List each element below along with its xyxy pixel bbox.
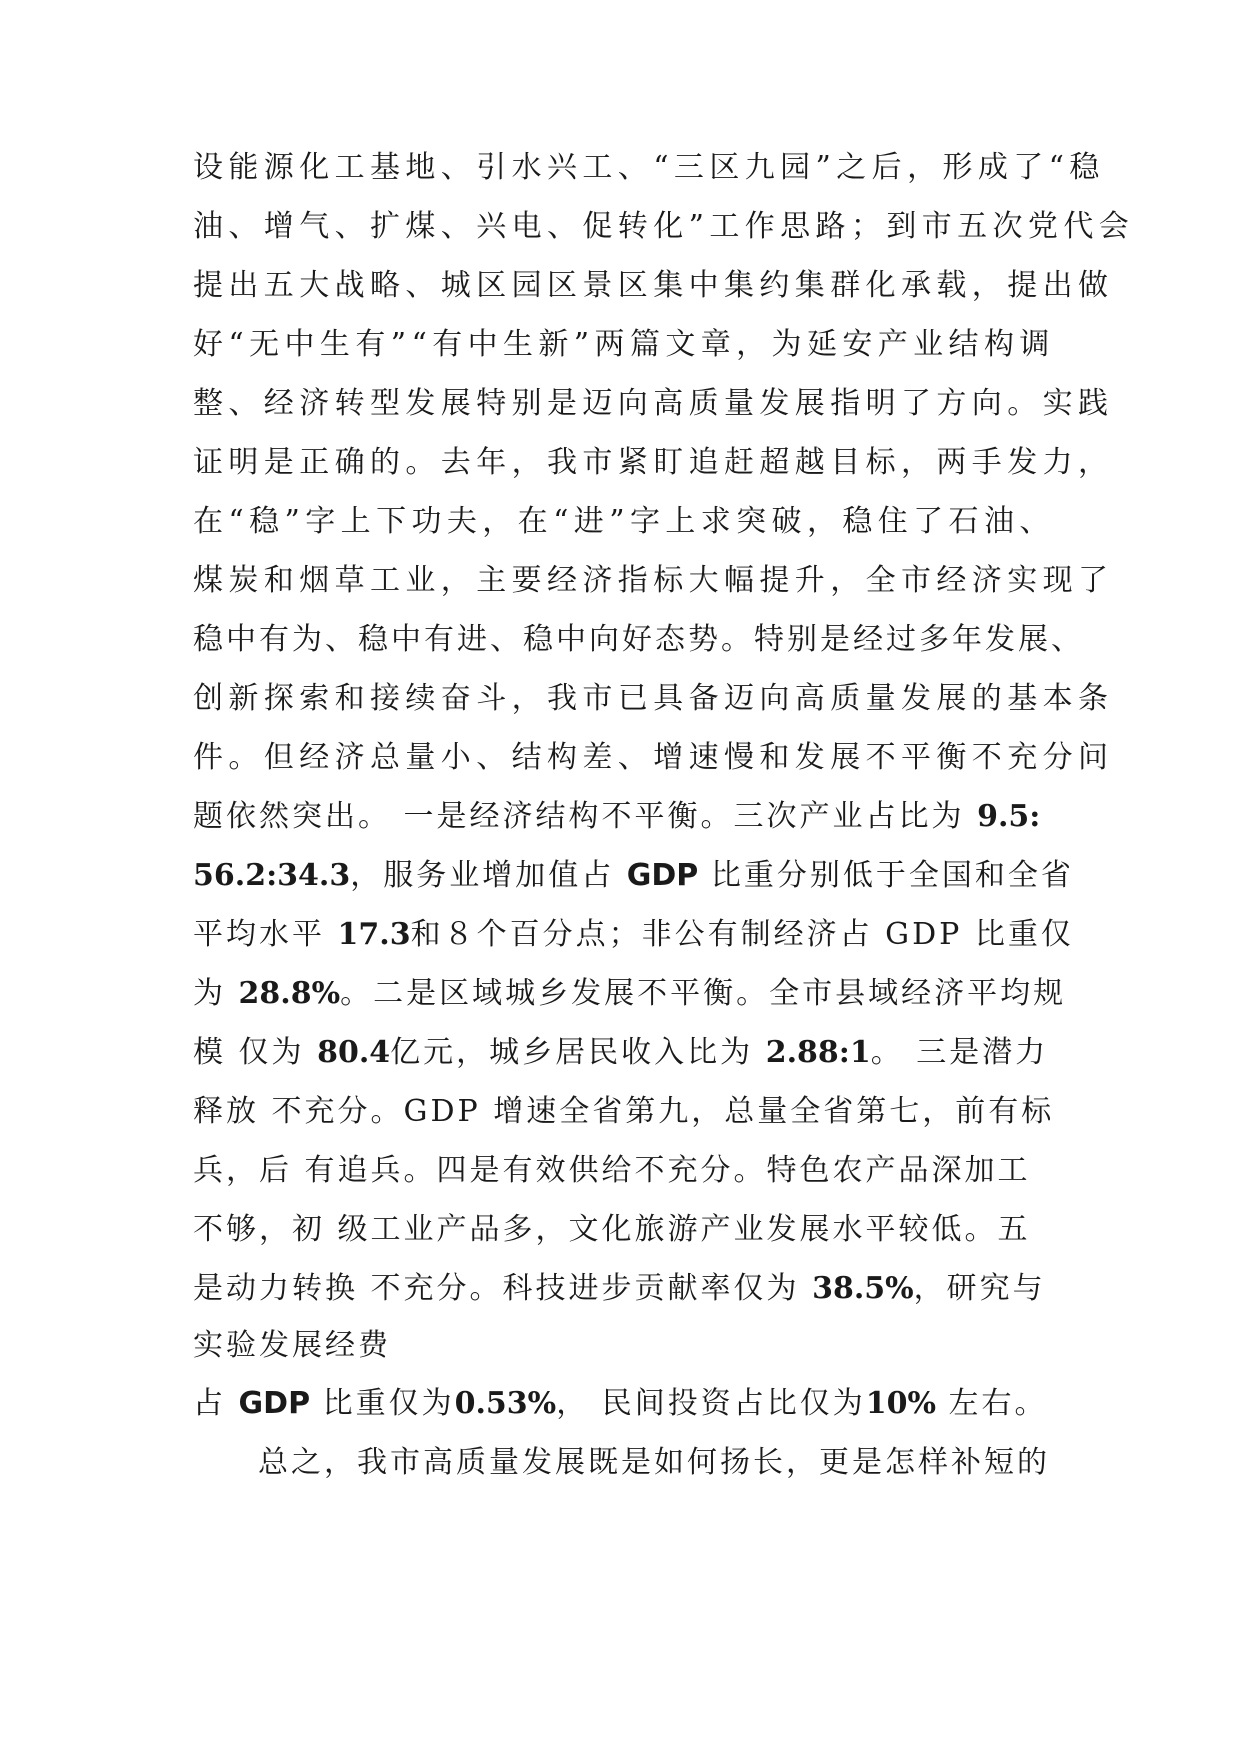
figure-number: 0.53% xyxy=(454,1386,557,1421)
figure-number: 17.3 xyxy=(337,917,411,952)
figure-number: 80.4 xyxy=(317,1035,391,1070)
text-run: 模 仅为 xyxy=(193,1035,318,1070)
text-run: 亿元，城乡居民收入比为 xyxy=(390,1035,766,1070)
text-line: 煤炭和烟草工业，主要经济指标大幅提升，全市经济实现了 xyxy=(193,563,1114,598)
text-run: ，服务业增加值占 xyxy=(350,858,627,893)
text-line: 释放 不充分。GDP 增速全省第九，总量全省第七，前有标 xyxy=(193,1094,1055,1129)
text-line: 设能源化工基地、引水兴工、“三区九园”之后，形成了“稳 xyxy=(193,150,1105,185)
figure-number: 10% xyxy=(865,1386,936,1421)
text-run: 题依然突出。 一是经济结构不平衡。三次产业占比为 xyxy=(193,799,978,834)
text-line: 兵，后 有追兵。四是有效供给不充分。特色农产品深加工 xyxy=(193,1153,1031,1188)
text-run: 比重仅为 xyxy=(310,1386,455,1421)
text-run: 是动力转换 不充分。科技进步贡献率仅为 xyxy=(193,1271,813,1306)
text-run: 占 xyxy=(193,1386,239,1421)
text-line: 油、增气、扩煤、兴电、促转化”工作思路；到市五次党代会 xyxy=(193,209,1135,244)
text-line: 创新探索和接续奋斗，我市已具备迈向高质量发展的基本条 xyxy=(193,681,1114,716)
text-line xyxy=(193,858,1074,894)
text-line xyxy=(193,976,1066,1012)
text-line: 在“稳”字上下功夫，在“进”字上求突破，稳住了石油、 xyxy=(193,504,1055,539)
paragraph-start-line: 总之，我市高质量发展既是如何扬长，更是怎样补短的 xyxy=(258,1445,1050,1480)
text-run: ，研究与 xyxy=(913,1271,1046,1306)
text-line: 件。但经济总量小、结构差、增速慢和发展不平衡不充分问 xyxy=(193,740,1114,775)
text-line xyxy=(193,1035,1048,1071)
ratio-number: 2.88:1 xyxy=(765,1035,871,1070)
text-run: 。二是区域城乡发展不平衡。全市县域经济平均规 xyxy=(340,976,1067,1011)
ratio-number: 9.5: xyxy=(977,799,1041,834)
gdp-term: GDP xyxy=(238,1386,311,1421)
figure-number: 28.8% xyxy=(238,976,341,1011)
text-line: 实验发展经费 xyxy=(193,1328,391,1363)
text-line: 提出五大战略、城区园区景区集中集约集群化承载，提出做 xyxy=(193,268,1114,303)
text-line xyxy=(193,1271,1046,1307)
text-run: 比重分别低于全国和全省 xyxy=(698,858,1074,893)
figure-number: 38.5% xyxy=(812,1271,914,1306)
text-run: 平均水平 xyxy=(193,917,338,952)
text-line xyxy=(193,1386,1048,1422)
text-run: 左右。 xyxy=(936,1386,1048,1421)
text-line xyxy=(193,799,1040,835)
ratio-number: 56.2:34.3 xyxy=(193,858,351,893)
text-line: 稳中有为、稳中有进、稳中向好态势。特别是经过多年发展、 xyxy=(193,622,1084,657)
text-run: 为 xyxy=(193,976,239,1011)
text-run: 和８个百分点；非公有制经济占 GDP 比重仅 xyxy=(410,917,1074,952)
text-line: 好“无中生有”“有中生新”两篇文章，为延安产业结构调 xyxy=(193,327,1055,362)
gdp-term: GDP xyxy=(626,858,699,893)
text-run: ， 民间投资占比仅为 xyxy=(556,1386,866,1421)
text-line: 不够，初 级工业产品多，文化旅游产业发展水平较低。五 xyxy=(193,1212,1031,1247)
text-line: 整、经济转型发展特别是迈向高质量发展指明了方向。实践 xyxy=(193,386,1114,421)
text-line xyxy=(193,917,1074,953)
text-run: 。 三是潜力 xyxy=(870,1035,1049,1070)
text-line: 证明是正确的。去年，我市紧盯追赶超越目标，两手发力， xyxy=(193,445,1114,480)
